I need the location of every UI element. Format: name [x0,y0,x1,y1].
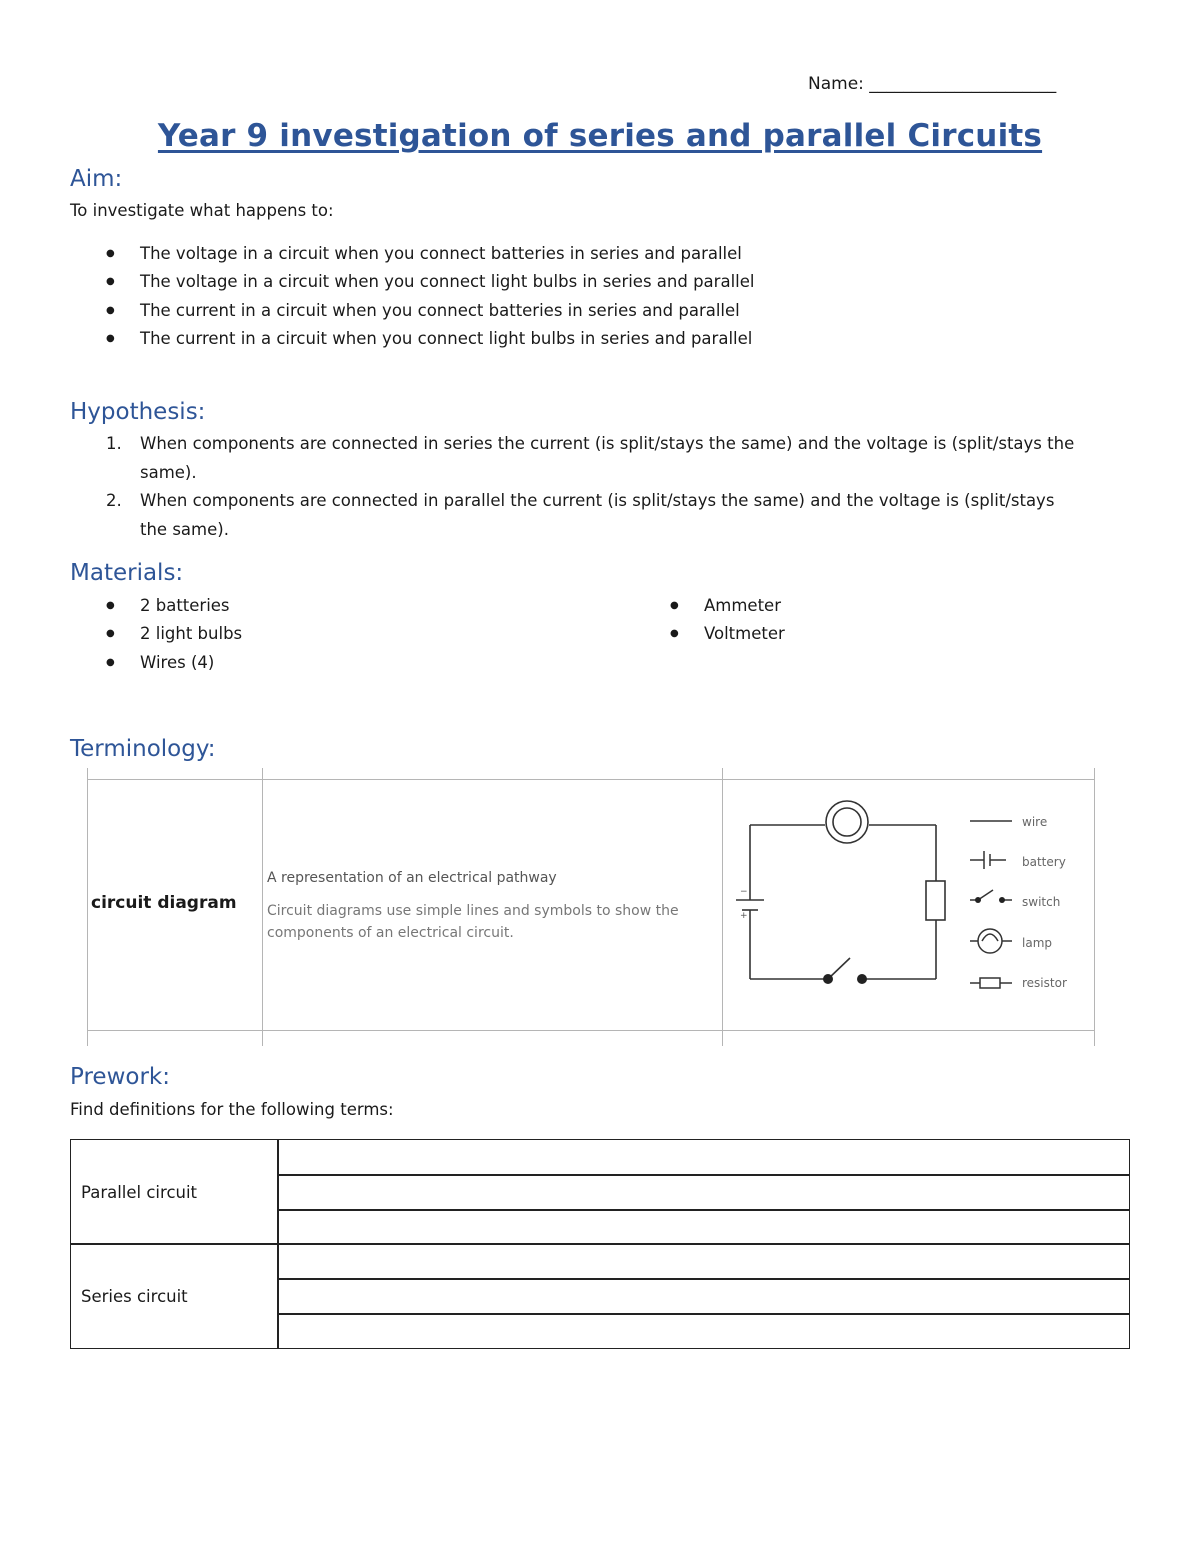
materials-heading: Materials: [70,560,184,586]
list-item: ● 2 light bulbs [70,620,242,648]
aim-intro: To investigate what happens to: [70,201,334,220]
list-item: ● Wires (4) [70,649,242,677]
table-border [722,768,723,1046]
answer-line[interactable] [277,1174,1130,1176]
list-item [70,430,1074,487]
answer-line[interactable] [277,1313,1130,1315]
table-border [1094,768,1095,1046]
table-border [87,1030,1095,1031]
term-label: circuit diagram [91,893,237,913]
hypothesis-line: same). [140,462,197,482]
table-border [87,779,1095,780]
legend-battery: battery [1022,855,1066,869]
svg-text:−: − [740,887,748,897]
list-item: ● The voltage in a circuit when you connect batteries in series and parallel [70,240,754,268]
list-number: 1. [106,434,122,453]
legend-resistor: resistor [1022,976,1067,990]
table-border [87,768,88,1046]
aim-heading: Aim: [70,166,123,192]
terminology-heading: Terminology: [70,736,216,762]
circuit-diagram-image [730,790,1090,1005]
table-border [262,768,263,1046]
list-item: ● The current in a circuit when you connect batteries in series and parallel [70,297,754,325]
answer-line[interactable] [277,1278,1130,1280]
hypothesis-line: When components are connected in parallel the current (is split/stays the same) and the voltage is (split/stays [140,491,1055,511]
hypothesis-heading: Hypothesis: [70,399,206,425]
table-divider [70,1243,1130,1245]
prework-term-parallel: Parallel circuit [81,1183,198,1202]
prework-intro: Find definitions for the following terms: [70,1100,394,1119]
term-description: Circuit diagrams use simple lines and symbols to show the components of an electrical circuit. [267,903,679,941]
aim-list [70,240,754,353]
list-item: ● 2 batteries [70,592,242,620]
list-number: 2. [106,491,122,511]
page-title: Year 9 investigation of series and parallel Circuits [157,118,1043,154]
legend-switch: switch [1022,895,1061,909]
term-definition: A representation of an electrical pathway [267,870,557,886]
prework-term-series: Series circuit [81,1287,188,1306]
hypothesis-list [70,430,1074,544]
hypothesis-line: the same). [140,519,229,539]
hypothesis-line: When components are connected in series the current (is split/stays the same) and the voltage is (split/stays the [140,434,1075,453]
list-item: ● The current in a circuit when you connect light bulbs in series and parallel [70,325,754,353]
list-item [70,487,1074,544]
answer-line[interactable] [277,1209,1130,1211]
name-field[interactable]: Name: ______________________ [808,74,1057,94]
materials-list-left [70,592,242,677]
legend-wire: wire [1022,815,1048,829]
legend-lamp: lamp [1022,936,1052,950]
svg-text:+: + [740,911,748,921]
list-item: ● Voltmeter [634,620,785,648]
materials-list-right [634,592,785,649]
list-item: ● Ammeter [634,592,785,620]
list-item: ● The voltage in a circuit when you connect light bulbs in series and parallel [70,268,754,296]
prework-heading: Prework: [70,1064,170,1090]
